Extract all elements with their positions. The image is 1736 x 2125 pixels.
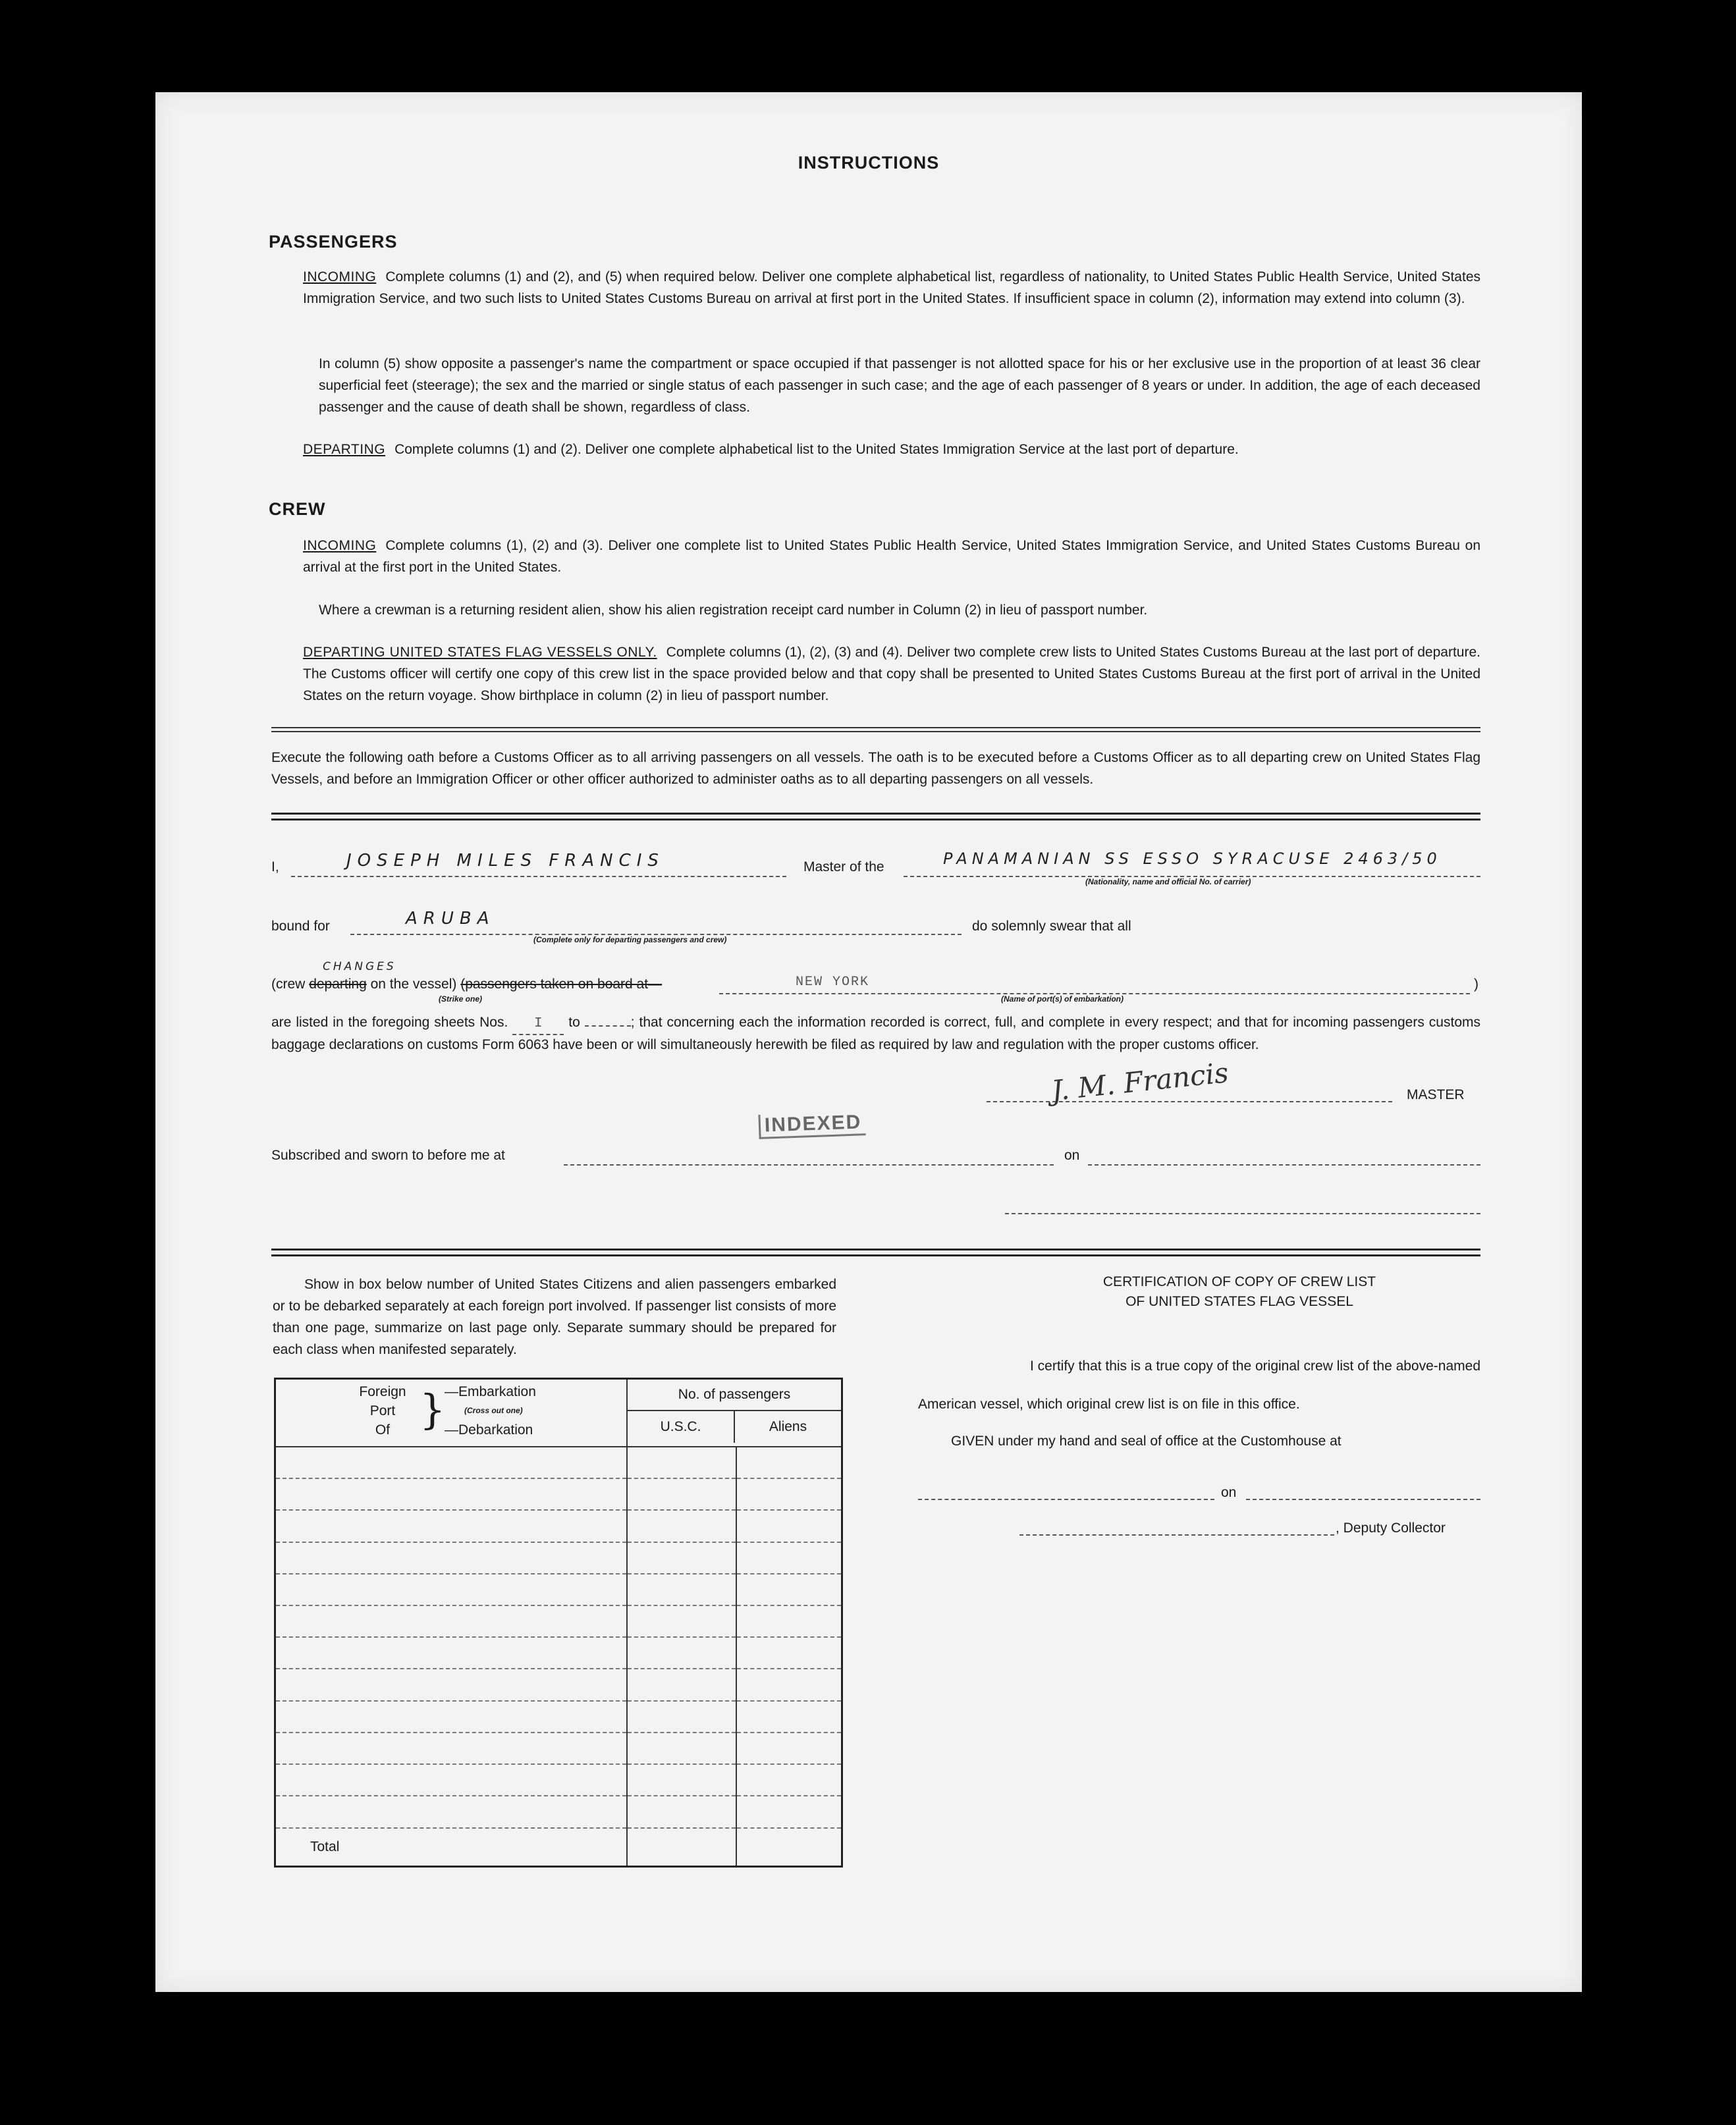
table-row (275, 1447, 842, 1478)
master-name-line (291, 876, 786, 877)
passengers-incoming-text: Complete columns (1) and (2), and (5) when required below. Deliver one complete alphabetical list, regardless of nationality, to United States Public Health Service, United States Immigration Service, and two such lists to United States Customs Bureau on arrival at first port in the United States. If insufficient space in column (2), information may extend into column (3). (303, 269, 1480, 306)
vessel-value[interactable]: PANAMANIAN SS ESSO SYRACUSE 2463/50 (943, 849, 1442, 868)
table-row (275, 1574, 842, 1605)
aliens-label: Aliens (769, 1419, 807, 1434)
no-passengers-label: No. of passengers (628, 1380, 841, 1411)
oath-i-label: I, (271, 859, 279, 874)
table-row (275, 1478, 842, 1510)
table-row (275, 1701, 842, 1733)
subscribed-on-label: on (1064, 1148, 1080, 1163)
port-caption: (Name of port(s) of embarkation) (1001, 994, 1124, 1004)
certification-title-line1: CERTIFICATION OF COPY OF CREW LIST (1102, 1274, 1376, 1289)
divider (271, 727, 1480, 732)
certification-date-line[interactable] (1246, 1499, 1480, 1500)
crew-departing-paragraph (303, 641, 1480, 707)
passengers-departing-paragraph (303, 439, 1480, 460)
to-label: to (568, 1015, 580, 1030)
divider (271, 1249, 1480, 1256)
table-row (275, 1796, 842, 1827)
port-close-paren: ) (1474, 977, 1478, 992)
given-text: GIVEN under my hand and seal of office at the Customhouse at (951, 1434, 1342, 1449)
strike-caption: (Strike one) (439, 994, 483, 1004)
master-label: MASTER (1407, 1087, 1465, 1102)
crew-open-paren: (crew (271, 977, 306, 992)
passengers-column5-paragraph: In column (5) show opposite a passenger's name the compartment or space occupied if that passenger is not allotted space for his or her exclusive use in the proportion of at least 36 clear superficial feet (steerage); the sex and the married or single status of each passenger in such case; and the age of each passenger of 8 years or under. In addition, the age of each deceased passenger and the cause of death shall be shown, regardless of class. (319, 356, 1480, 415)
bound-for-label: bound for (271, 919, 330, 934)
divider (271, 813, 1480, 820)
crew-inserted-text: CHANGES (323, 960, 396, 973)
table-row (275, 1637, 842, 1669)
oath-intro: Execute the following oath before a Customs Officer as to all arriving passengers on all vessels. The oath is to be executed before a Customs Officer as to all departing crew on United States Flag Vessels, and before an Immigration Officer or other officer authorized to administer oaths as to all departing passengers on all vessels. (271, 750, 1480, 787)
passengers-incoming-paragraph (303, 266, 1480, 309)
port-header-cell (275, 1379, 628, 1447)
indexed-stamp: INDEXED (758, 1111, 866, 1139)
table-row (275, 1764, 842, 1796)
passengers-heading: PASSENGERS (269, 232, 398, 252)
form-page (155, 92, 1582, 1992)
crew-departing-text: Complete columns (1), (2), (3) and (4). Deliver two complete crew lists to United States Customs Bureau at the last port of departure. The Customs officer will certify one copy of this crew list in the space provided below and that copy shall be presented to United States Customs Bureau at the first port of arrival in the United States on the return voyage. Show birthplace in column (2) in lieu of passport number. (303, 645, 1480, 703)
master-name-value[interactable]: JOSEPH MILES FRANCIS (346, 851, 665, 871)
certify-line1: I certify that this is a true copy of the original crew list of the above-named (1030, 1358, 1480, 1374)
certification-title (1035, 1272, 1444, 1312)
cross-out-caption: (Cross out one) (464, 1406, 523, 1415)
deputy-collector-label: , Deputy Collector (1336, 1520, 1446, 1536)
master-signature-line (987, 1101, 1392, 1102)
listed-suffix: ; that concerning each the information recorded is correct, full, and complete in every respect; and that for incoming passengers customs baggage declarations on customs Form 6063 have been or will simultaneously herewith be filed as required by law and regulation with the proper customs officer. (271, 1015, 1480, 1052)
port-label: Port (369, 1403, 396, 1418)
officer-signature-line[interactable] (1005, 1213, 1480, 1214)
crew-resident-paragraph: Where a crewman is a returning resident alien, show his alien registration receipt card number in Column (2) in lieu of passport number. (319, 603, 1148, 618)
port-value[interactable]: NEW YORK (796, 975, 870, 990)
summary-table (274, 1378, 843, 1868)
subscribed-date-line[interactable] (1088, 1164, 1480, 1166)
deputy-signature-line[interactable] (1019, 1534, 1334, 1536)
table-row (275, 1605, 842, 1637)
customhouse-line[interactable] (918, 1499, 1214, 1500)
listed-paragraph (271, 1013, 1480, 1055)
passengers-departing-label: DEPARTING (303, 442, 386, 457)
master-signature: J. M. Francis (1050, 1056, 1230, 1107)
certification-title-line2: OF UNITED STATES FLAG VESSEL (1126, 1294, 1353, 1309)
of-label: Of (375, 1422, 391, 1438)
sheet-to-field[interactable] (585, 1025, 631, 1027)
table-row (275, 1733, 842, 1764)
crew-incoming-label: INCOMING (303, 538, 377, 553)
bound-for-value[interactable]: ARUBA (406, 909, 495, 928)
crew-struck-word: departing (309, 977, 367, 992)
master-of-label: Master of the (803, 859, 884, 874)
table-row (275, 1669, 842, 1700)
subscribed-place-line[interactable] (564, 1164, 1054, 1166)
crew-heading: CREW (269, 499, 326, 519)
passengers-struck-text: (passengers taken on board at— (460, 977, 663, 992)
vessel-caption: (Nationality, name and official No. of carrier) (1085, 877, 1251, 886)
crew-incoming-text: Complete columns (1), (2) and (3). Deliver one complete list to United States Public Health Service, United States Immigration Service, and United States Customs Bureau on arrival at the first port in the United States. (303, 538, 1480, 575)
passengers-header-cell (627, 1379, 842, 1447)
total-row (275, 1828, 842, 1867)
crew-strike-line (271, 975, 662, 994)
debarkation-label: —Debarkation (445, 1422, 533, 1438)
passengers-incoming-label: INCOMING (303, 269, 377, 284)
crew-incoming-paragraph (303, 535, 1480, 578)
total-label: Total (275, 1828, 628, 1867)
foreign-label: Foreign (359, 1384, 406, 1399)
on-vessel-text: on the vessel) (370, 977, 457, 992)
brace-symbol: } (420, 1385, 446, 1434)
swear-text: do solemnly swear that all (972, 919, 1131, 934)
table-row (275, 1510, 842, 1542)
bound-for-caption: (Complete only for departing passengers and crew) (533, 935, 727, 944)
passengers-departing-text: Complete columns (1) and (2). Deliver one complete alphabetical list to the United States Immigration Service at the last port of departure. (394, 442, 1239, 457)
listed-prefix: are listed in the foregoing sheets Nos. (271, 1015, 508, 1030)
sheet-from-value[interactable]: I (512, 1014, 564, 1035)
subscribed-label: Subscribed and sworn to before me at (271, 1148, 505, 1163)
page-title: INSTRUCTIONS (798, 153, 940, 173)
certify-line2: American vessel, which original crew list is on file in this office. (918, 1397, 1300, 1412)
certification-on-label: on (1221, 1485, 1237, 1500)
embarkation-label: —Embarkation (445, 1384, 536, 1399)
crew-departing-label: DEPARTING UNITED STATES FLAG VESSELS ONLY. (303, 645, 657, 660)
table-row (275, 1542, 842, 1574)
usc-label: U.S.C. (628, 1411, 735, 1443)
summary-instructions: Show in box below number of United States Citizens and alien passengers embarked or to be debarked separately at each foreign port involved. If passenger list consists of more than one page, summarize on last page only. Separate summary should be prepared for each class when manifested separately. (273, 1277, 836, 1357)
